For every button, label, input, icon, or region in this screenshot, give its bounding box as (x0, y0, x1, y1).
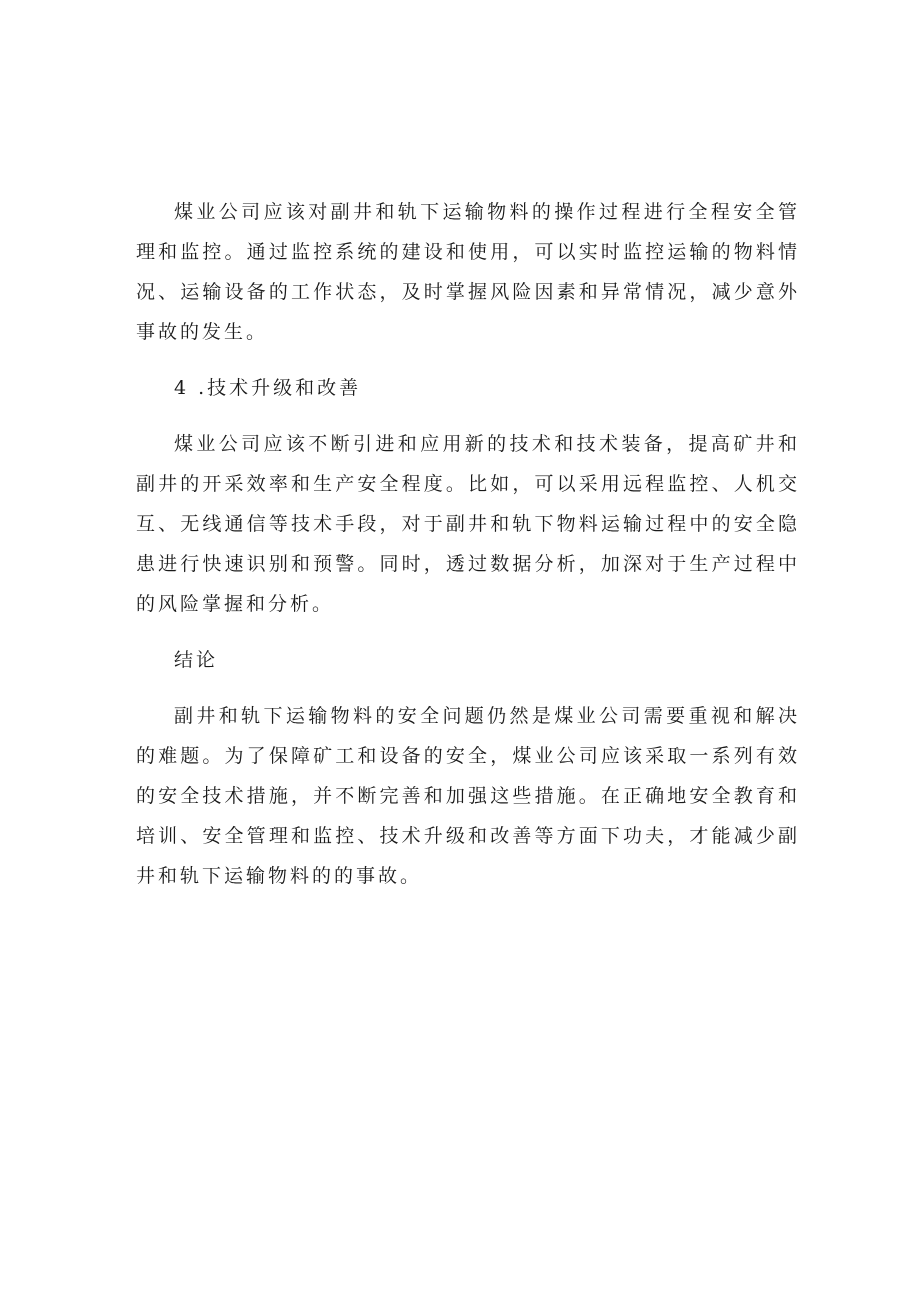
document-body (136, 192, 800, 912)
paragraph-monitoring: 煤业公司应该对副井和轨下运输物料的操作过程进行全程安全管理和监控。通过监控系统的建设和使用，可以实时监控运输的物料情况、运输设备的工作状态，及时掌握风险因素和异常情况，减少意外事故的发生。 (136, 201, 800, 343)
paragraph-conclusion: 副井和轨下运输物料的安全问题仍然是煤业公司需要重视和解决的难题。为了保障矿工和设备的安全，煤业公司应该采取一系列有效的安全技术措施，并不断完善和加强这些措施。在正确地安全教育和培训、安全管理和监控、技术升级和改善等方面下功夫，才能减少副井和轨下运输物料的的事故。 (136, 705, 800, 887)
section-heading-tech-upgrade: 4 .技术升级和改善 (174, 377, 362, 399)
section-heading-conclusion: 结论 (174, 649, 219, 671)
paragraph-tech-upgrade: 煤业公司应该不断引进和应用新的技术和技术装备，提高矿井和副井的开采效率和生产安全程度。比如，可以采用远程监控、人机交互、无线通信等技术手段，对于副井和轨下物料运输过程中的安全隐患进行快速识别和预警。同时，透过数据分析，加深对于生产过程中的风险掌握和分析。 (136, 433, 800, 615)
